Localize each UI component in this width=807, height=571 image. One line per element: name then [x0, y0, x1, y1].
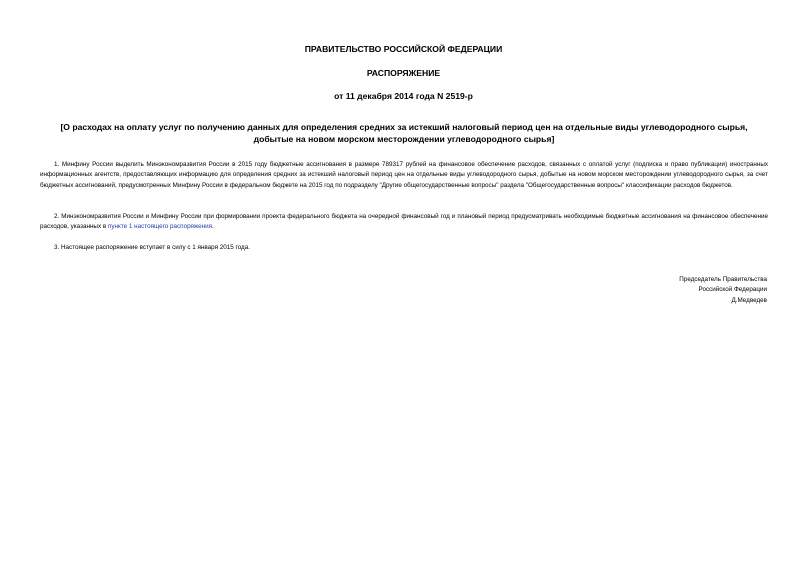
signature-block: [679, 275, 767, 306]
paragraph-3: 3. Настоящее распоряжение вступает в силу с 1 января 2015 года.: [54, 244, 250, 251]
paragraph-2-text-before: 2. Минэкономразвития России и Минфину России при формировании проекта федерального бюджета на очередной финансовый год и плановый период предусматривать необходимые бюджетные ассигнования на финансовое обеспечение расходов, указанных в: [40, 213, 768, 231]
paragraph-2-text-after: .: [212, 223, 214, 231]
paragraph-2: [40, 212, 768, 233]
signatory-position: Председатель Правительства: [679, 276, 767, 283]
signatory-name: Д.Медведев: [731, 296, 767, 304]
paragraph-1-reference-link[interactable]: пункте 1 настоящего распоряжения: [107, 223, 213, 231]
paragraph-1: 1. Минфину России выделить Минэкономразвития России в 2015 году бюджетные ассигнования в размере 789317 рублей на финансовое обеспечение расходов, связанных с оплатой услуг (подписка и право публикации) иностранных информационных агентств, предоставляющих информацию для определения средних за истекший налоговый период цен на отдельные виды углеводородного сырья, добытые на новом морском месторождении углеводородного сырья, за счет бюджетных ассигнований, предусмотренных Минфину России в федеральном бюджете на 2015 год по подразделу "Другие общегосударственные вопросы" раздела "Общегосударственные вопросы" классификации расходов бюджетов.: [40, 161, 768, 189]
document-title: [О расходах на оплату услуг по получению данных для определения средних за истекший налоговый период цен на отдельные виды углеводородного сырья, добытые на новом морском месторождении углеводородного сырья]: [60, 122, 748, 144]
document-date-number: от 11 декабря 2014 года N 2519-р: [334, 91, 473, 101]
issuing-authority: ПРАВИТЕЛЬСТВО РОССИЙСКОЙ ФЕДЕРАЦИИ: [304, 44, 503, 54]
document-type: РАСПОРЯЖЕНИЕ: [366, 68, 441, 78]
signatory-organization: Российской Федерации: [698, 286, 767, 294]
